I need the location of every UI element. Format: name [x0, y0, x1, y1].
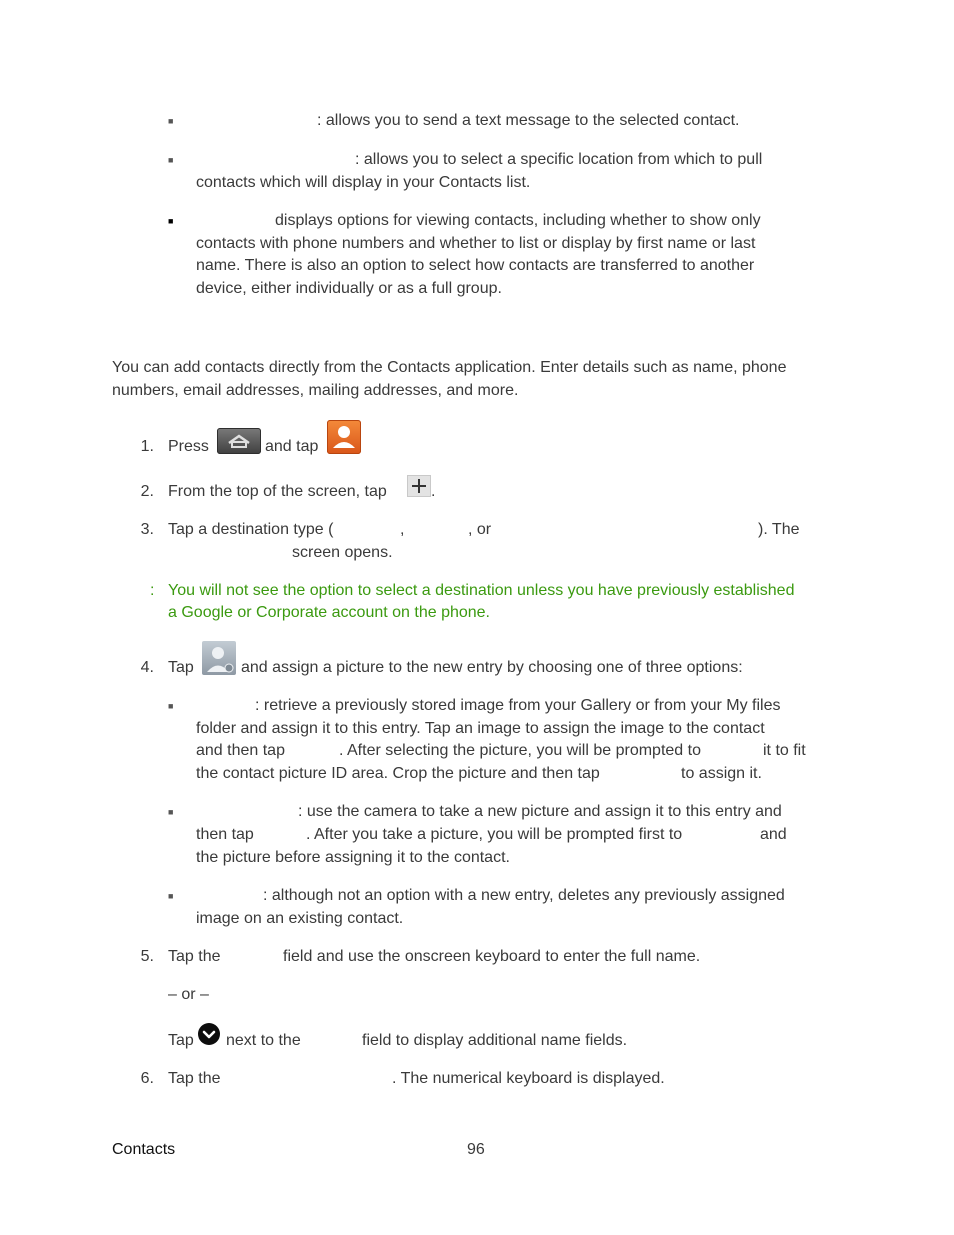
or-separator: – or –	[168, 986, 209, 1003]
step-text: Tap the	[168, 1070, 221, 1087]
note-text: You will not see the option to select a destination unless you have previously established	[168, 582, 795, 599]
bullet-text: contacts with phone numbers and whether to list or display by first name or last	[196, 235, 756, 252]
bullet-marker: ■	[168, 701, 174, 711]
option-text: it to fit	[763, 742, 806, 759]
step-text: field and use the onscreen keyboard to enter the full name.	[283, 948, 701, 965]
step-number: 3.	[140, 521, 154, 538]
step-text: .	[431, 483, 436, 500]
step-text: Tap	[168, 1032, 194, 1049]
bullet-marker: ■	[168, 807, 174, 817]
option-text: : use the camera to take a new picture and assign it to this entry and	[298, 803, 782, 820]
option-text: : retrieve a previously stored image from your Gallery or from your My files	[255, 697, 781, 714]
step-number: 1.	[140, 438, 154, 455]
step-text: and assign a picture to the new entry by choosing one of three options:	[241, 659, 743, 676]
step-text: field to display additional name fields.	[362, 1032, 628, 1049]
bullet-text: : allows you to send a text message to the selected contact.	[317, 112, 740, 129]
step-text: ). The	[758, 521, 800, 538]
step-text: Tap the	[168, 948, 221, 965]
bullet-marker: ■	[168, 216, 174, 226]
option-text: and	[760, 826, 787, 843]
intro-paragraph: numbers, email addresses, mailing addresses, and more.	[112, 382, 519, 399]
step-text: Tap a destination type (	[168, 521, 334, 538]
option-text: image on an existing contact.	[196, 910, 404, 927]
option-text: . After you take a picture, you will be prompted first to	[306, 826, 683, 843]
option-text: the contact picture ID area. Crop the picture and then tap	[196, 765, 600, 782]
bullet-marker: ■	[168, 891, 174, 901]
expand-chevron-icon	[198, 1023, 220, 1045]
step-number: 5.	[140, 948, 154, 965]
bullet-text: : allows you to select a specific location from which to pull	[355, 151, 763, 168]
option-text: and then tap	[196, 742, 285, 759]
add-contact-plus-icon	[407, 475, 431, 497]
step-text: next to the	[226, 1032, 301, 1049]
contact-picture-icon	[202, 641, 236, 675]
home-key-icon	[217, 428, 261, 454]
footer-section-name: Contacts	[112, 1141, 176, 1158]
step-number: 6.	[140, 1070, 154, 1087]
option-text: . After selecting the picture, you will be prompted to	[339, 742, 701, 759]
step-text: From the top of the screen, tap	[168, 483, 387, 500]
step-number: 2.	[140, 483, 154, 500]
step-text: screen opens.	[292, 544, 393, 561]
contacts-app-icon	[327, 420, 361, 454]
option-text: to assign it.	[681, 765, 762, 782]
bullet-text: contacts which will display in your Contacts list.	[196, 174, 531, 191]
step-text: Tap	[168, 659, 194, 676]
step-text: Press	[168, 438, 209, 455]
step-text: ,	[400, 521, 405, 538]
intro-paragraph: You can add contacts directly from the Contacts application. Enter details such as name, phone	[112, 359, 787, 376]
bullet-marker: ■	[168, 155, 174, 165]
step-text: . The numerical keyboard is displayed.	[392, 1070, 665, 1087]
step-text: , or	[468, 521, 492, 538]
step-number: 4.	[140, 659, 154, 676]
note-text: a Google or Corporate account on the phone.	[168, 604, 490, 621]
bullet-marker: ■	[168, 116, 174, 126]
note-colon: :	[150, 582, 155, 599]
bullet-text: displays options for viewing contacts, including whether to show only	[275, 212, 761, 229]
step-text: and tap	[265, 438, 319, 455]
footer-page-number: 96	[467, 1141, 485, 1158]
option-text: folder and assign it to this entry. Tap an image to assign the image to the contact	[196, 720, 765, 737]
bullet-text: device, either individually or as a full group.	[196, 280, 502, 297]
option-text: then tap	[196, 826, 254, 843]
option-text: : although not an option with a new entry, deletes any previously assigned	[263, 887, 785, 904]
option-text: the picture before assigning it to the contact.	[196, 849, 510, 866]
bullet-text: name. There is also an option to select how contacts are transferred to another	[196, 257, 755, 274]
